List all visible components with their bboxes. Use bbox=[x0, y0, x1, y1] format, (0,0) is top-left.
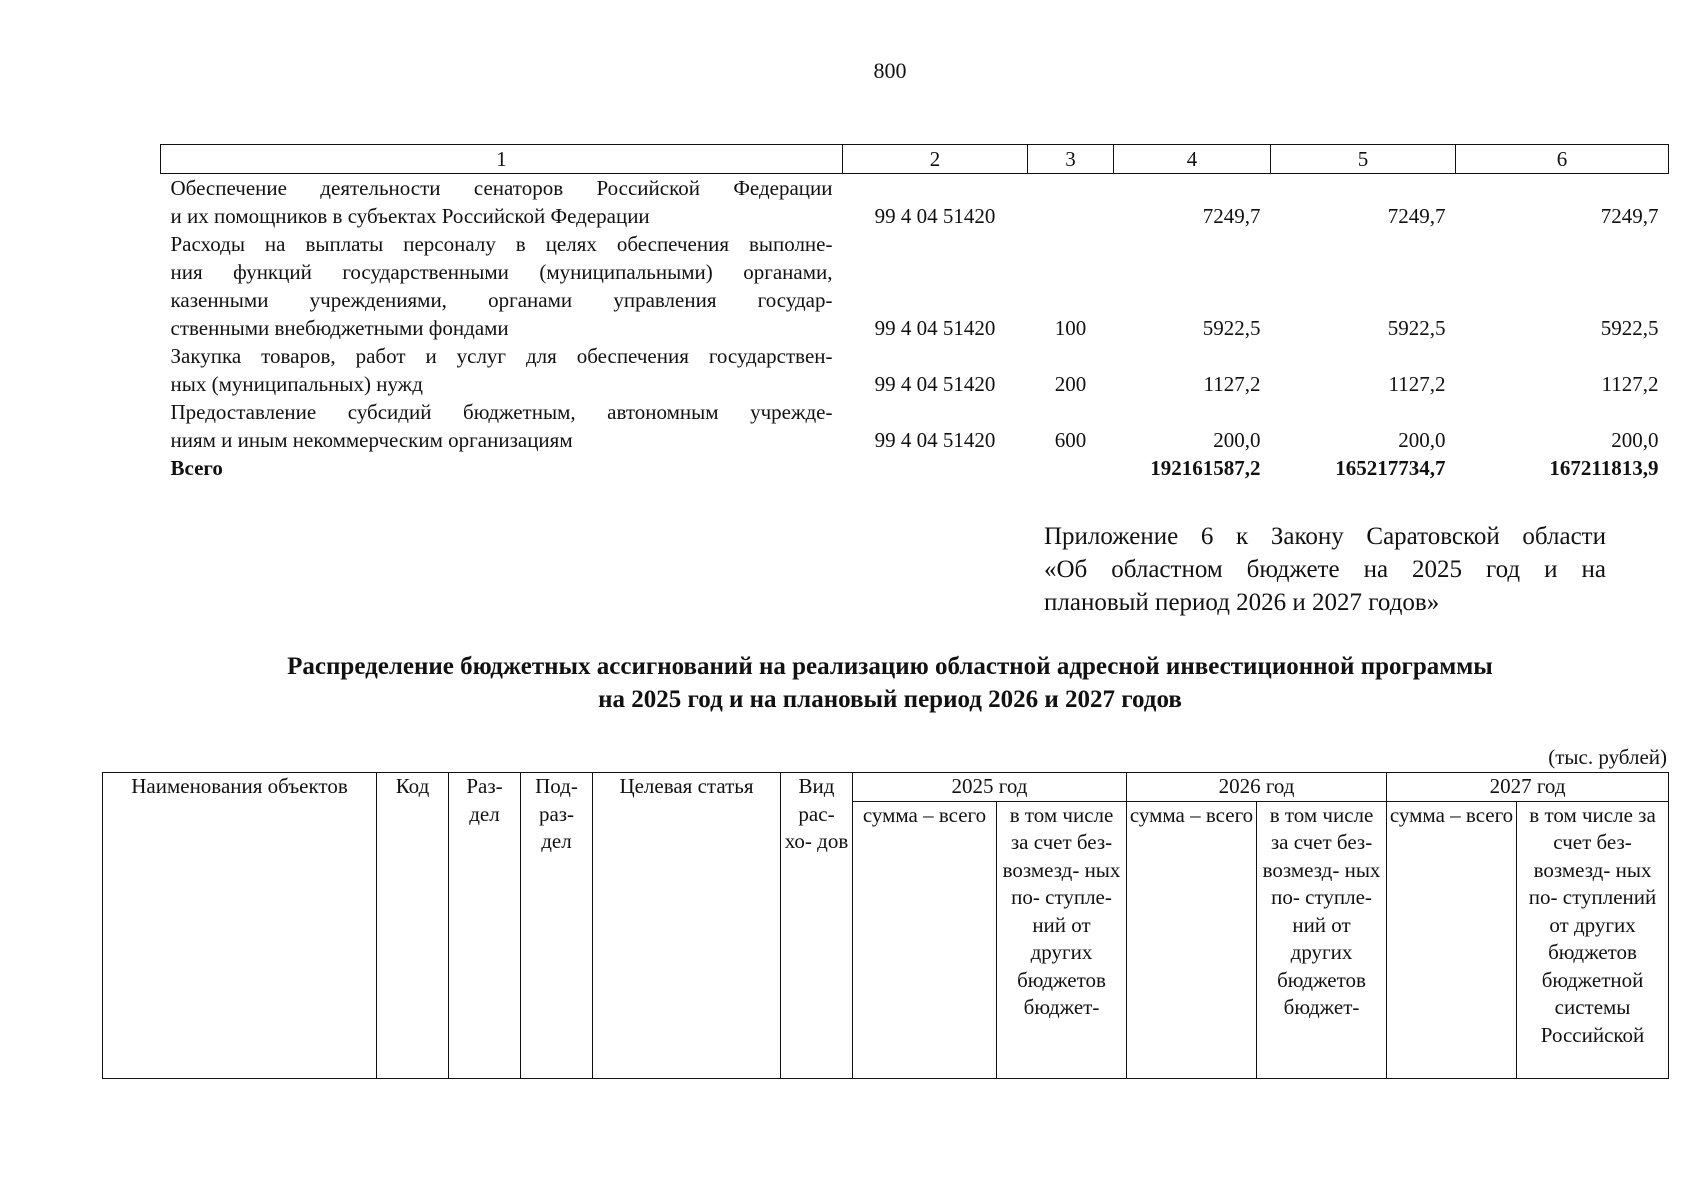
col-header-name: Наименования объектов bbox=[103, 773, 377, 1079]
page-number: 800 bbox=[873, 58, 907, 83]
col-header-2025: 2025 год bbox=[853, 773, 1127, 802]
col-header-2025-sum: сумма – всего bbox=[853, 801, 997, 1078]
row-name bbox=[161, 454, 843, 482]
row-code bbox=[843, 454, 1028, 482]
row-name-line: Расходы на выплаты персоналу в целях обеспечения выполне- bbox=[170, 232, 833, 256]
col-header-2027-sum: сумма – всего bbox=[1387, 801, 1517, 1078]
row-code: 99 4 04 51420 bbox=[874, 204, 996, 228]
row-name-line: ниям и иным некоммерческим организациям bbox=[170, 428, 573, 452]
row-value-2027: 1127,2 bbox=[1601, 372, 1659, 396]
row-name-line: ственными внебюджетными фондами bbox=[170, 316, 509, 340]
row-name-line: ния функций государственными (муниципальными) органами, bbox=[170, 260, 833, 284]
row-code: 99 4 04 51420 bbox=[874, 316, 996, 340]
budget-table bbox=[160, 144, 1669, 482]
col-header-razdel: Раз- дел bbox=[449, 773, 521, 1079]
col-header-2025-incl: в том числе за счет без- возмезд- ных по- ступле- ний от других бюджетов бюджет- bbox=[997, 801, 1127, 1078]
header-col-2: 2 bbox=[843, 145, 1028, 174]
row-value-2026: 165217734,7 bbox=[1335, 456, 1446, 480]
annex-line: Приложение 6 к Закону Саратовской области bbox=[1044, 523, 1606, 550]
col-header-2026-sum: сумма – всего bbox=[1127, 801, 1257, 1078]
row-value-2027: 5922,5 bbox=[1600, 316, 1659, 340]
col-header-podrazdel: Под- раз- дел bbox=[521, 773, 593, 1079]
row-value-2026: 200,0 bbox=[1398, 428, 1446, 452]
budget-table-header bbox=[161, 145, 1669, 174]
col-header-2027: 2027 год bbox=[1387, 773, 1669, 802]
row-code: 99 4 04 51420 bbox=[874, 372, 996, 396]
row-name bbox=[161, 230, 843, 342]
row-name-line: Обеспечение деятельности сенаторов Российской Федерации bbox=[170, 176, 833, 200]
header-col-5: 5 bbox=[1271, 145, 1456, 174]
table-row bbox=[161, 174, 1669, 231]
annex-note bbox=[1044, 520, 1606, 619]
annex-line: плановый период 2026 и 2027 годов» bbox=[1044, 589, 1440, 616]
header-col-3: 3 bbox=[1028, 145, 1114, 174]
document-title bbox=[160, 650, 1620, 716]
row-value-2025: 1127,2 bbox=[1203, 372, 1261, 396]
row-name-line: Всего bbox=[170, 456, 223, 480]
col-header-vid: Вид рас- хо- дов bbox=[781, 773, 853, 1079]
row-name bbox=[161, 174, 843, 231]
row-value-2025: 192161587,2 bbox=[1150, 456, 1261, 480]
row-expense-type bbox=[1028, 174, 1114, 231]
header-col-4: 4 bbox=[1114, 145, 1271, 174]
row-value-2025: 7249,7 bbox=[1202, 204, 1261, 228]
row-value-2027: 7249,7 bbox=[1600, 204, 1659, 228]
annex-line: «Об областном бюджете на 2025 год и на bbox=[1044, 556, 1606, 583]
row-value-2025: 5922,5 bbox=[1202, 316, 1261, 340]
row-name-line: ных (муниципальных) нужд bbox=[170, 372, 423, 396]
table-row bbox=[161, 230, 1669, 342]
units-label: (тыс. рублей) bbox=[1548, 745, 1667, 769]
row-value-2026: 1127,2 bbox=[1388, 372, 1446, 396]
row-name-line: Предоставление субсидий бюджетным, автономным учрежде- bbox=[170, 400, 833, 424]
col-header-target: Целевая статья bbox=[593, 773, 781, 1079]
investment-table bbox=[102, 772, 1669, 1079]
table-row bbox=[161, 342, 1669, 398]
row-value-2026: 7249,7 bbox=[1387, 204, 1446, 228]
row-expense-type: 100 bbox=[1054, 316, 1087, 340]
row-value-2027: 200,0 bbox=[1611, 428, 1659, 452]
col-header-code: Код bbox=[377, 773, 449, 1079]
row-code: 99 4 04 51420 bbox=[874, 428, 996, 452]
header-col-1: 1 bbox=[161, 145, 843, 174]
row-value-2026: 5922,5 bbox=[1387, 316, 1446, 340]
row-expense-type: 600 bbox=[1054, 428, 1087, 452]
title-line: на 2025 год и на плановый период 2026 и 2027 годов bbox=[598, 686, 1182, 713]
header-col-6: 6 bbox=[1456, 145, 1669, 174]
col-header-2027-incl: в том числе за счет без- возмезд- ных по- ступлений от других бюджетов бюджетной системы Российской bbox=[1517, 801, 1669, 1078]
row-name-line: и их помощников в субъектах Российской Федерации bbox=[170, 204, 650, 228]
row-name-line: Закупка товаров, работ и услуг для обеспечения государствен- bbox=[170, 344, 833, 368]
row-name bbox=[161, 342, 843, 398]
row-value-2025: 200,0 bbox=[1213, 428, 1261, 452]
col-header-2026: 2026 год bbox=[1127, 773, 1387, 802]
row-expense-type bbox=[1028, 454, 1114, 482]
title-line: Распределение бюджетных ассигнований на реализацию областной адресной инвестиционной программы bbox=[287, 653, 1493, 680]
row-name-line: казенными учреждениями, органами управления государ- bbox=[170, 288, 833, 312]
investment-table-header-row bbox=[103, 773, 1669, 802]
table-row bbox=[161, 454, 1669, 482]
row-expense-type: 200 bbox=[1054, 372, 1087, 396]
row-name bbox=[161, 398, 843, 454]
row-value-2027: 167211813,9 bbox=[1549, 456, 1659, 480]
col-header-2026-incl: в том числе за счет без- возмезд- ных по- ступле- ний от других бюджетов бюджет- bbox=[1257, 801, 1387, 1078]
table-row bbox=[161, 398, 1669, 454]
